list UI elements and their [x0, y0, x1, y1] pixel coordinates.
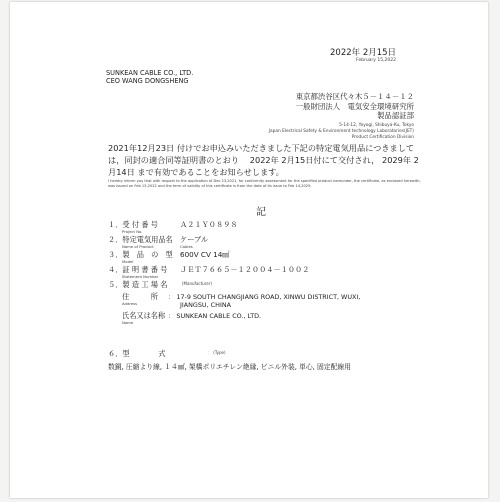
item-value: 600V CV 14㎟ [180, 250, 230, 259]
issue-date: 2022年 2月15日 [330, 48, 397, 58]
issuer-organization-english: Japan Electrical Safety & Environment technology Laboratories(JET) [268, 128, 414, 134]
manufacturer-heading-english: (Manufacturer) [182, 281, 212, 286]
type-label: ６．型 式 [108, 349, 166, 358]
issue-date-english: February 15,2022 [356, 58, 396, 63]
item-label: ２．特定電気用品名 [108, 235, 173, 244]
notice-body-japanese: 2021年12月23日 付けでお申込みいただきました下記の特定電気用品につきましては，同封の適合同等証明書のとおり 2022年 2月15日付にて交付され， 2029年 2月14日 まで有効であることをお知らせします。 [108, 143, 419, 177]
recipient-company: SUNKEAN CABLE CO., LTD. [106, 69, 194, 77]
notice-body-english: I hereby inform you that with respect to the application of Dec 23,2021, for conformity assessment for the specified product hereunder, the certificate, as enclosed herewith, was issued on Feb 15,2022 and the term of validity of this certificate is from the date of its issue to Feb 14,2029. [108, 179, 421, 189]
item-sublabel: Name of Product [122, 243, 154, 249]
manufacturer-address-line2: JIANGSU, CHINA [180, 300, 231, 309]
issuer-address-english: 5-14-12, Yoyogi, Shibuya-Ku, Tokyo [339, 123, 414, 128]
manufacturer-address-line1: ： 17-9 SOUTH CHANGJIANG ROAD, XINWU DISTRICT, WUXI, [168, 293, 361, 301]
item-sublabel: Model [122, 258, 134, 264]
manufacturer-name-value: ： SUNKEAN CABLE CO., LTD. [168, 312, 262, 320]
item-label: ３．製 品 の 型 [108, 250, 173, 259]
manufacturer-name-sublabel: Name [122, 319, 134, 325]
ki-heading: 記 [256, 207, 266, 218]
issuer-block [296, 92, 414, 121]
issuer-department-english: Product Certification Division [351, 134, 414, 140]
issuer-department: 製品認証部 [377, 111, 414, 120]
item-value: Ａ２１Ｙ０８９８ [180, 220, 238, 229]
item-value-english: Cables [180, 243, 193, 249]
type-value: 数銅, 圧縮より線, １４㎟, 架橋ポリエチレン絶縁, ビニル外装, 単心, 固定配線用 [108, 363, 351, 371]
item-label: １．受 付 番 号 [108, 220, 158, 229]
item-value: ＪＥＴ７６６５－１２００４－１００２ [180, 265, 310, 274]
recipient-ceo: CEO WANG DONGSHENG [106, 77, 189, 85]
item-sublabel: Project No. [122, 228, 143, 234]
manufacturer-address-sublabel: Address [122, 300, 138, 306]
recipient-block [106, 69, 193, 85]
issuer-address: 東京都渋谷区代々木５－１４－１２ [295, 92, 414, 101]
certificate-notice-page [10, 2, 488, 498]
item-label: ４．証 明 書 番 号 [108, 265, 168, 274]
issuer-block-english [269, 123, 414, 140]
manufacturer-heading: ５．製 造 工 場 名 [108, 280, 168, 289]
type-sublabel: ： (Type) [208, 350, 226, 355]
issuer-organization: 一般財団法人 電気安全環境研究所 [295, 101, 414, 111]
manufacturer-name-label: 氏名又は名称 [122, 311, 166, 320]
item-value: ケーブル [180, 235, 209, 244]
item-sublabel: Statement Number [122, 273, 159, 279]
manufacturer-address-label: 住 所 [122, 292, 158, 301]
